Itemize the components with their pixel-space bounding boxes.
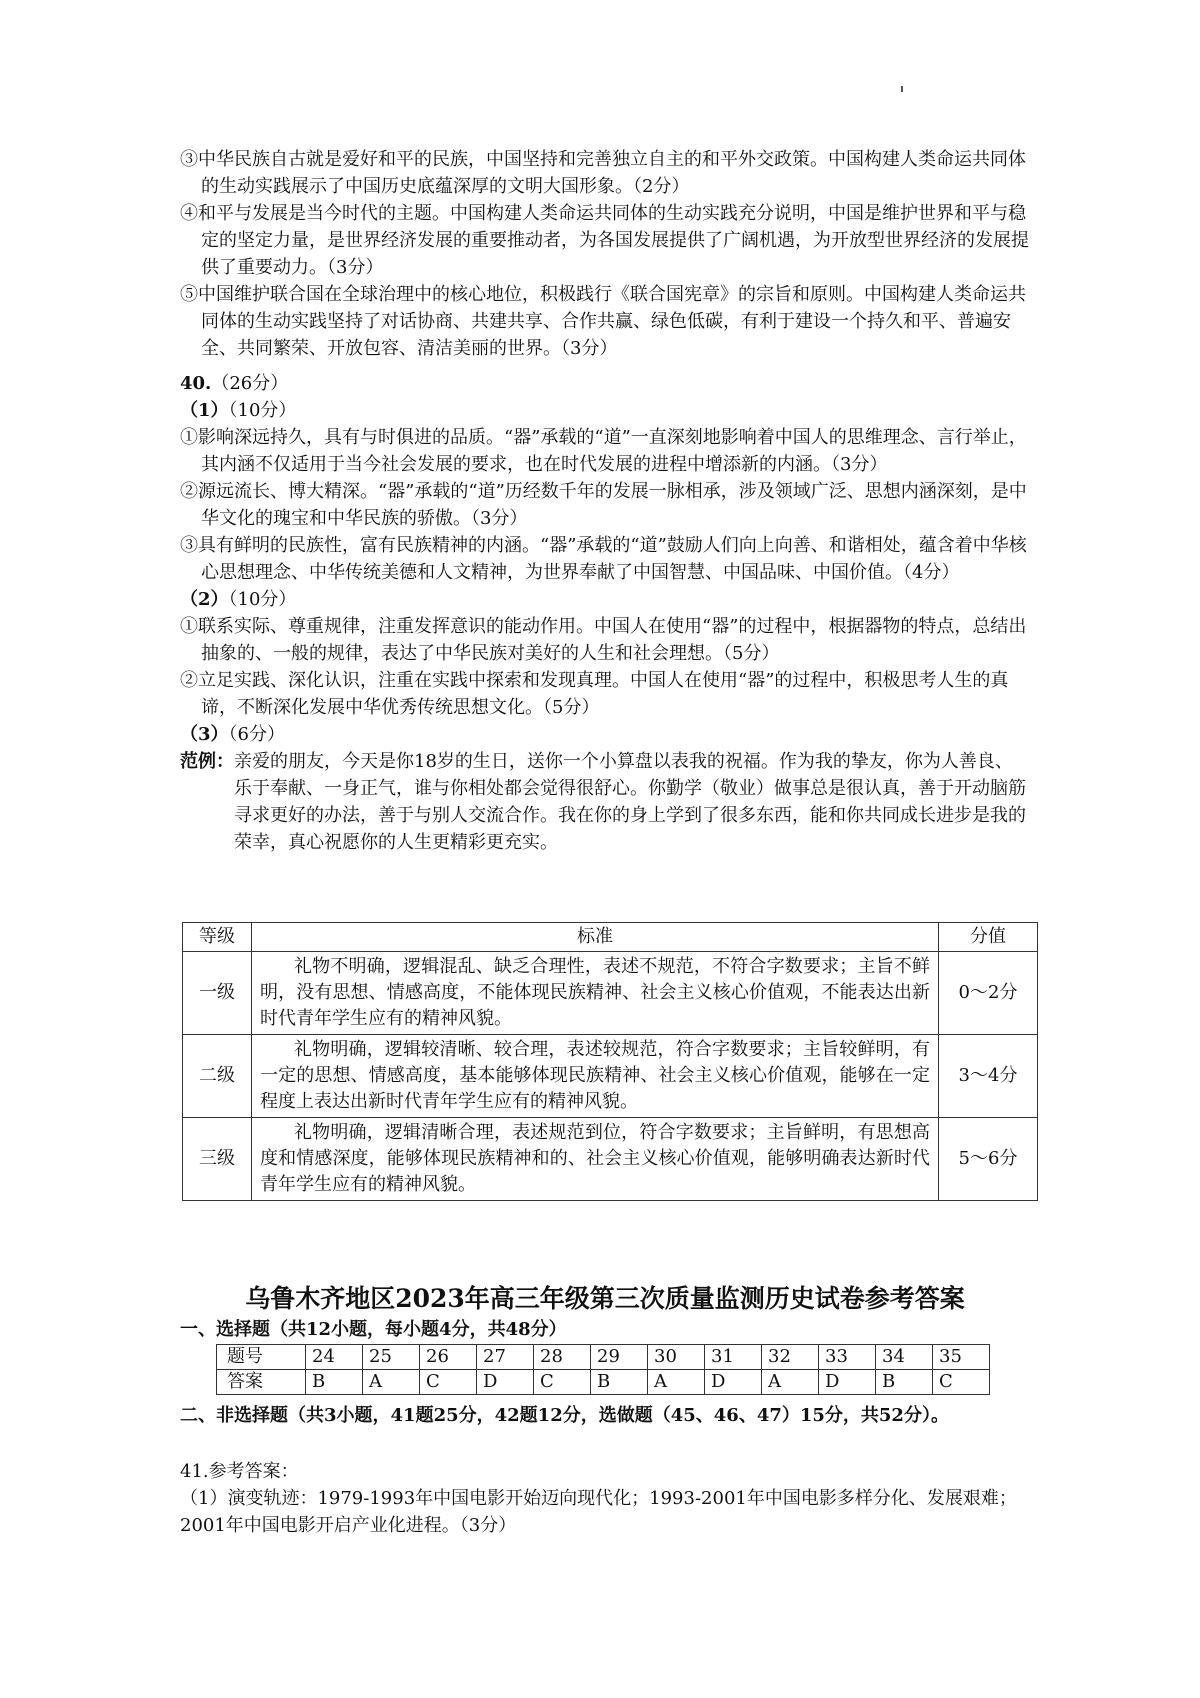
q40-part1-item: ③具有鲜明的民族性，富有民族精神的内涵。“器”承载的“道”鼓励人们向上向善、和谐相处，蕴含着中华核心思想理念、中华传统美德和人文精神，为世界奉献了中国智慧、中国品味、中国价值。（4分） (180, 535, 1027, 583)
q40-answers (180, 370, 1030, 856)
part-number: （1） (180, 400, 229, 421)
answer-letter: A (363, 1370, 420, 1395)
header-level: 等级 (183, 923, 252, 952)
question-number: 28 (534, 1345, 591, 1370)
grading-table-header (183, 923, 1038, 952)
q40-part1-heading (180, 397, 1030, 424)
answer-letter: B (306, 1370, 363, 1395)
question-number: 29 (591, 1345, 648, 1370)
answer-letter: C (420, 1370, 477, 1395)
grade-level: 二级 (183, 1035, 252, 1118)
answer-letter: B (591, 1370, 648, 1395)
row-label: 答案 (217, 1370, 306, 1395)
answer-key-table (216, 1344, 990, 1395)
sample-essay (180, 748, 1030, 856)
q39-item: ⑤中国维护联合国在全球治理中的核心地位，积极践行《联合国宪章》的宗旨和原则。中国构建人类命运共同体的生动实践坚持了对话协商、共建共享、合作共赢、绿色低碳，有利于建设一个持久和平、普遍安全、共同繁荣、开放包容、清洁美丽的世界。（3分） (180, 284, 1026, 359)
question-number: 31 (705, 1345, 762, 1370)
answer-letter: A (762, 1370, 819, 1395)
q40-part2-heading (180, 586, 1030, 613)
header-standard: 标准 (252, 923, 939, 952)
grade-level: 一级 (183, 952, 252, 1035)
question-number-row (217, 1345, 990, 1370)
section1-heading: 一、选择题（共12小题，每小题4分，共48分） (180, 1319, 567, 1340)
part-score: （6分） (228, 724, 285, 745)
question-number: 32 (762, 1345, 819, 1370)
question-number: 25 (363, 1345, 420, 1370)
question-number: 26 (420, 1345, 477, 1370)
sample-text: 亲爱的朋友，今天是你18岁的生日，送你一个小算盘以表我的祝福。作为我的挚友，你为人善良、乐于奉献、一身正气，谁与你相处都会觉得很舒心。你勤学（敬业）做事总是很认真，善于开动脑筋寻求更好的办法，善于与别人交流合作。我在你的身上学到了很多东西，能和你共同成长进步是我的荣幸，真心祝愿你的人生更精彩更充实。 (234, 751, 1026, 853)
section2-heading: 二、非选择题（共3小题，41题25分，42题12分，选做题（45、46、47）15分，共52分）。 (180, 1405, 949, 1426)
grade-standard (252, 1118, 939, 1201)
grade-standard-text: 礼物不明确，逻辑混乱、缺乏合理性，表述不规范，不符合字数要求；主旨不鲜明，没有思想、情感高度，不能体现民族精神、社会主义核心价值观，不能表达出新时代青年学生应有的精神风貌。 (260, 956, 930, 1029)
table-row (183, 1118, 1038, 1201)
table-row (183, 952, 1038, 1035)
grade-score: 0～2分 (939, 952, 1038, 1035)
q40-score: （26分） (211, 373, 289, 394)
history-answer-title: 乌鲁木齐地区2023年高三年级第三次质量监测历史试卷参考答案 (245, 1284, 965, 1313)
q40-part1-item: ②源远流长、博大精深。“器”承载的“道”历经数千年的发展一脉相承，涉及领域广泛、思想内涵深刻，是中华文化的瑰宝和中华民族的骄傲。（3分） (180, 481, 1027, 529)
grade-standard-text: 礼物明确，逻辑清晰合理，表述规范到位，符合字数要求；主旨鲜明，有思想高度和情感深度，能够体现民族精神和的、社会主义核心价值观，能够明确表达新时代青年学生应有的精神风貌。 (260, 1122, 930, 1195)
answer-letter: D (477, 1370, 534, 1395)
answer-letter: A (648, 1370, 705, 1395)
grade-standard (252, 1035, 939, 1118)
q39-item: ④和平与发展是当今时代的主题。中国构建人类命运共同体的生动实践充分说明，中国是维护世界和平与稳定的坚定力量，是世界经济发展的重要推动者，为各国发展提供了广阔机遇，为开放型世界经济的发展提供了重要动力。（3分） (180, 203, 1029, 278)
answer-letter: D (819, 1370, 876, 1395)
question-number: 24 (306, 1345, 363, 1370)
q40-part2-item: ②立足实践、深化认识，注重在实践中探索和发现真理。中国人在使用“器”的过程中，积极思考人生的真谛，不断深化发展中华优秀传统思想文化。（5分） (180, 670, 1009, 718)
answer-letter: D (705, 1370, 762, 1395)
question-number: 34 (876, 1345, 933, 1370)
part-score: （10分） (228, 400, 297, 421)
row-label: 题号 (217, 1345, 306, 1370)
q40-part2-item: ①联系实际、尊重规律，注重发挥意识的能动作用。中国人在使用“器”的过程中，根据器物的特点，总结出抽象的、一般的规律，表达了中华民族对美好的人生和社会理想。（5分） (180, 616, 1027, 664)
answer-letter: C (534, 1370, 591, 1395)
grade-score: 5～6分 (939, 1118, 1038, 1201)
q39-continued-answers (180, 146, 1030, 362)
question-number: 27 (477, 1345, 534, 1370)
answer-row (217, 1370, 990, 1395)
q40-part1-item: ①影响深远持久，具有与时俱进的品质。“器”承载的“道”一直深刻地影响着中国人的思维理念、言行举止，其内涵不仅适用于当今社会发展的要求，也在时代发展的进程中增添新的内涵。（3分） (180, 427, 1027, 475)
grading-table (182, 922, 1038, 1201)
table-row (183, 1035, 1038, 1118)
grade-score: 3～4分 (939, 1035, 1038, 1118)
sample-label: 范例： (180, 751, 234, 772)
q40-number: 40. (180, 373, 212, 394)
q40-part3-heading (180, 721, 1030, 748)
grade-standard-text: 礼物明确，逻辑较清晰、较合理，表述较规范，符合字数要求；主旨较鲜明，有一定的思想、情感高度，基本能够体现民族精神、社会主义核心价值观，能够在一定程度上表达出新时代青年学生应有的精神风貌。 (260, 1039, 930, 1112)
question-number: 30 (648, 1345, 705, 1370)
header-score: 分值 (939, 923, 1038, 952)
question-number: 33 (819, 1345, 876, 1370)
q40-heading (180, 370, 1030, 397)
scan-mark (901, 86, 903, 92)
part-number: （3） (180, 724, 229, 745)
answer-letter: B (876, 1370, 933, 1395)
part-number: （2） (180, 589, 229, 610)
grade-level: 三级 (183, 1118, 252, 1201)
q41-part1: （1）演变轨迹：1979-1993年中国电影开始迈向现代化；1993-2001年中国电影多样分化、发展艰难；2001年中国电影开启产业化进程。（3分） (180, 1488, 1017, 1536)
part-score: （10分） (228, 589, 297, 610)
q39-item: ③中华民族自古就是爱好和平的民族，中国坚持和完善独立自主的和平外交政策。中国构建人类命运共同体的生动实践展示了中国历史底蕴深厚的文明大国形象。（2分） (180, 149, 1026, 197)
answer-letter: C (933, 1370, 990, 1395)
grade-standard (252, 952, 939, 1035)
q41-answers (180, 1458, 1030, 1539)
q41-label: 41.参考答案： (180, 1461, 299, 1482)
question-number: 35 (933, 1345, 990, 1370)
